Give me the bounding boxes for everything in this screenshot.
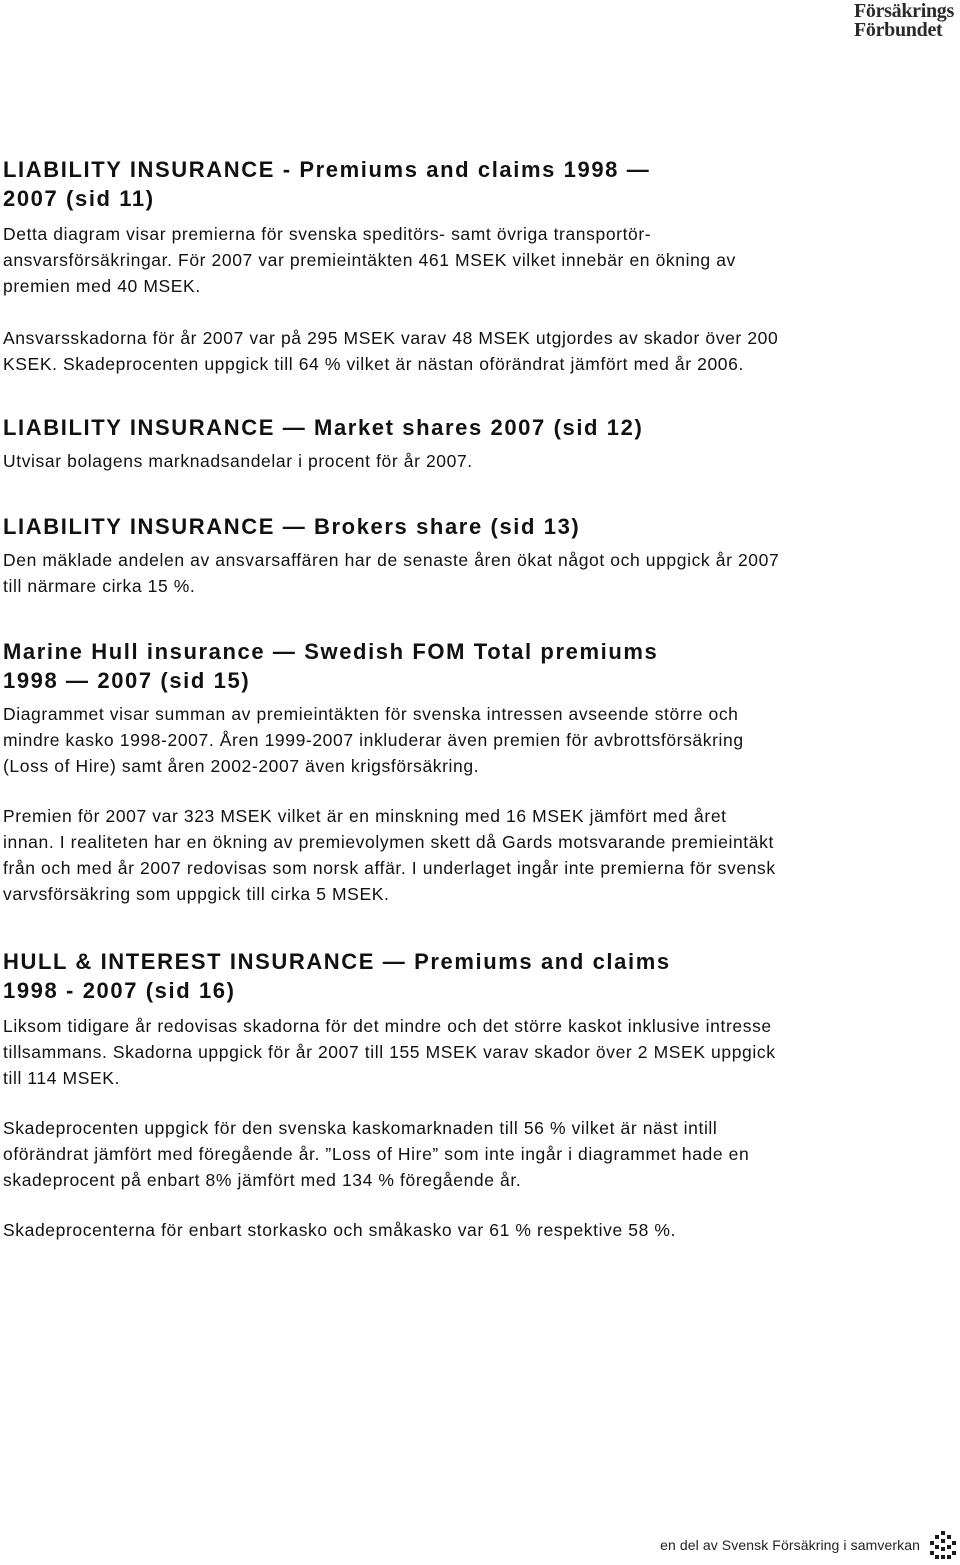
section-paragraph: Detta diagram visar premierna för svenska speditörs- samt övriga transportör-ansvarsförsäkringar. För 2007 var premieintäkten 461 MSEK vilket innebär en ökning av premien med 40 MSEK. (3, 224, 736, 296)
section-heading-liability-market-shares: LIABILITY INSURANCE — Market shares 2007 (sid 12) (3, 415, 644, 440)
section-paragraph: Utvisar bolagens marknadsandelar i procent för år 2007. (3, 451, 473, 471)
page-footer (660, 1531, 956, 1559)
section-heading-liability-brokers-share: LIABILITY INSURANCE — Brokers share (sid 13) (3, 514, 581, 539)
section-paragraph: Skadeprocenten uppgick för den svenska kaskomarknaden till 56 % vilket är näst intill oförändrat jämfört med föregående år. ”Loss of Hire” som inte ingår i diagrammet hade en skadeprocent på enbart 8% jämfört med 134 % föregående år. (3, 1118, 750, 1190)
document-body (3, 155, 783, 1243)
section-paragraph: Liksom tidigare år redovisas skadorna för det mindre och det större kaskot inklusive intresse tillsammans. Skadorna uppgick för år 2007 till 155 MSEK varav skador över 2 MSEK uppgick till 114 MSEK. (3, 1016, 776, 1088)
forsakringsforbundet-logo (854, 2, 954, 40)
logo-line-1: Försäkrings (853, 0, 954, 22)
logo-line-2: Förbundet (853, 19, 943, 41)
section-heading-marine-hull: Marine Hull insurance — Swedish FOM Total premiums 1998 — 2007 (sid 15) (3, 639, 659, 693)
footer-tagline: en del av Svensk Försäkring i samverkan (660, 1537, 920, 1553)
section-paragraph: Ansvarsskadorna för år 2007 var på 295 MSEK varav 48 MSEK utgjordes av skador över 200 KSEK. Skadeprocenten uppgick till 64 % vilket är nästan oförändrat jämfört med år 2006. (3, 328, 779, 374)
section-paragraph: Den mäklade andelen av ansvarsaffären har de senaste åren ökat något och uppgick år 2007 till närmare cirka 15 %. (3, 550, 780, 596)
section-heading-hull-interest: HULL & INTEREST INSURANCE — Premiums and claims 1998 - 2007 (sid 16) (3, 949, 671, 1003)
svensk-forsakring-mark-icon (930, 1531, 956, 1559)
section-paragraph: Skadeprocenterna för enbart storkasko och småkasko var 61 % respektive 58 %. (3, 1220, 677, 1240)
section-heading-liability-premiums: LIABILITY INSURANCE - Premiums and claims 1998 — 2007 (sid 11) (3, 157, 651, 211)
section-paragraph: Premien för 2007 var 323 MSEK vilket är en minskning med 16 MSEK jämfört med året innan. I realiteten har en ökning av premievolymen skett då Gards motsvarande premieintäkt från och med år 2007 redovisas som norsk affär. I underlaget ingår inte premierna för svensk varvsförsäkring som uppgick till cirka 5 MSEK. (3, 806, 776, 904)
section-paragraph: Diagrammet visar summan av premieintäkten för svenska intressen avseende större och mindre kasko 1998-2007. Åren 1999-2007 inkluderar även premien för avbrottsförsäkring (Loss of Hire) samt åren 2002-2007 även krigsförsäkring. (3, 704, 744, 776)
